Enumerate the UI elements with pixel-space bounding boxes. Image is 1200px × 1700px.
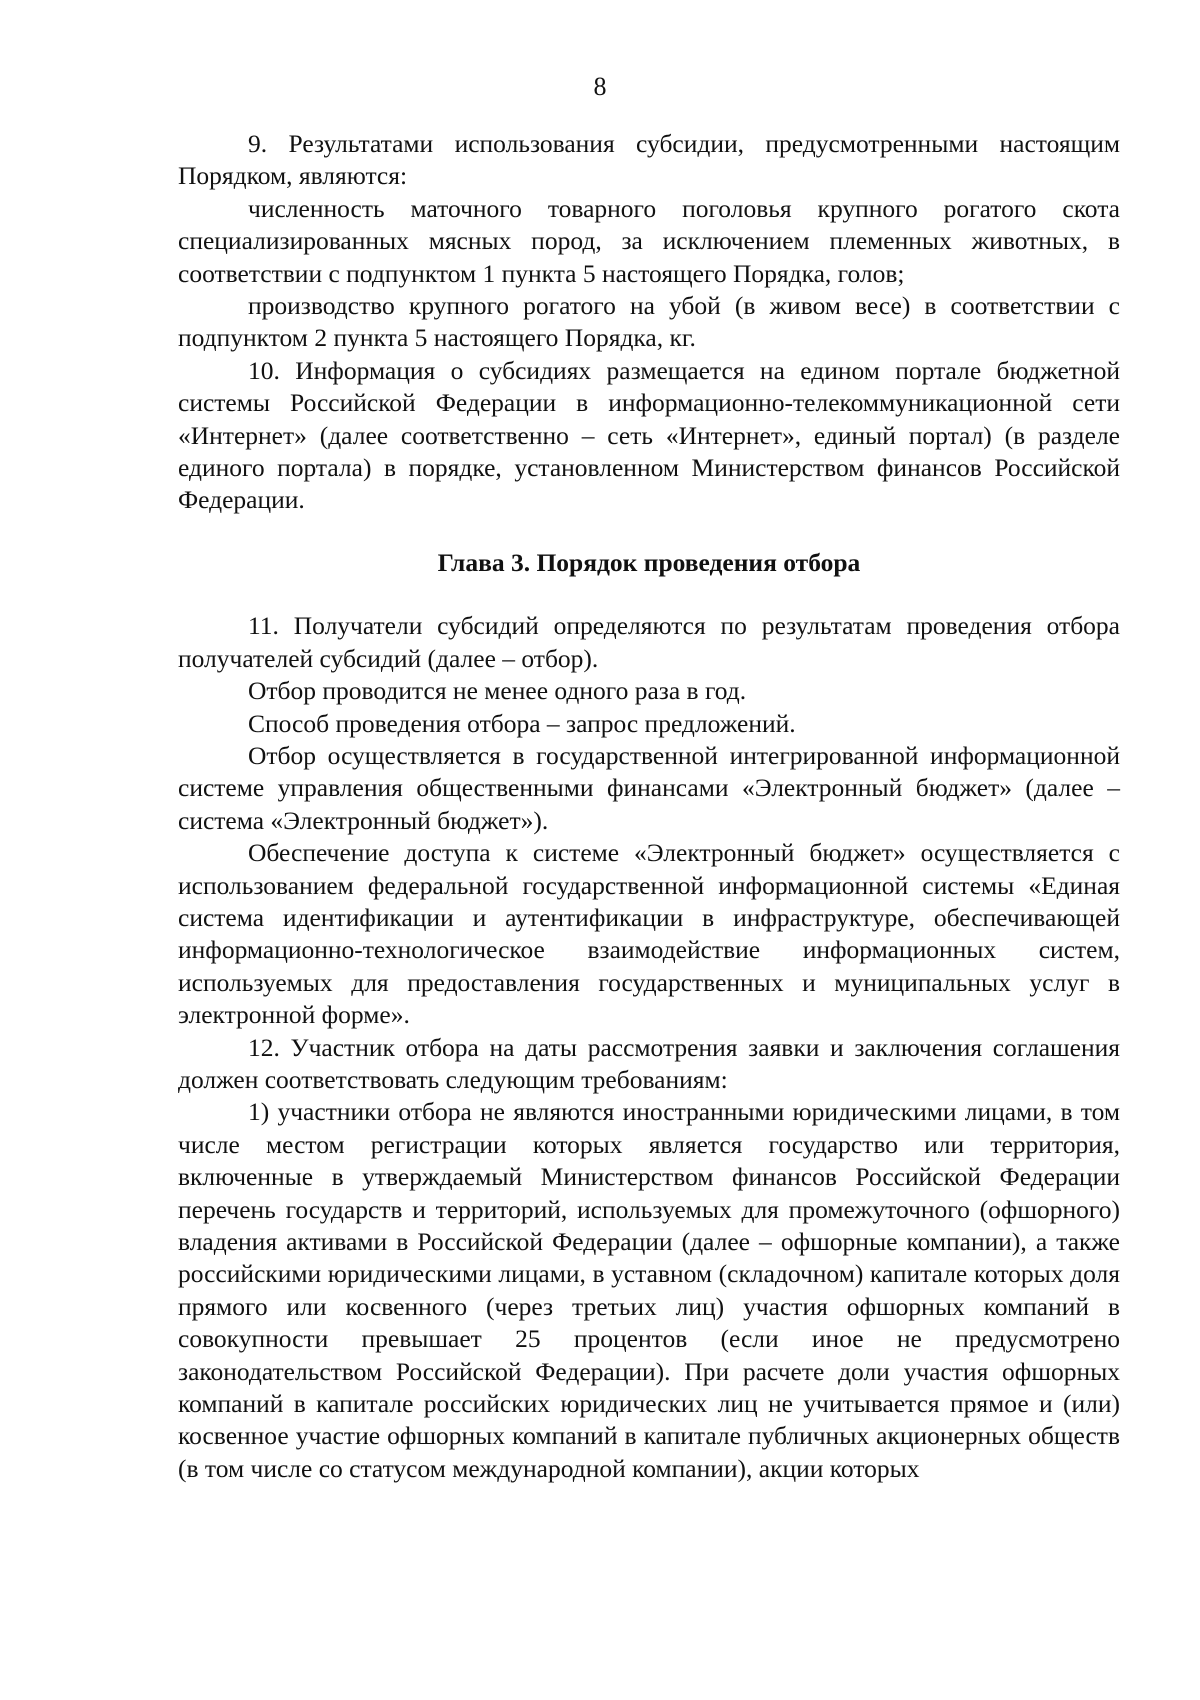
paragraph-12: 12. Участник отбора на даты рассмотрения заявки и заключения соглашения должен соответствовать следующим требованиям:: [178, 1032, 1120, 1094]
paragraph-9: 9. Результатами использования субсидии, предусмотренными настоящим Порядком, являются:: [178, 129, 1120, 191]
paragraph-9-item-1: численность маточного товарного поголовья крупного рогатого скота специализированных мясных пород, за исключением племенных животных, в соответствии с подпунктом 1 пункта 5 настоящего Порядка, голов;: [178, 193, 1120, 288]
paragraph-11-system: Отбор осуществляется в государственной интегрированной информационной системе управления общественными финансами «Электронный бюджет» (далее – система «Электронный бюджет»).: [178, 740, 1120, 835]
paragraph-11-method: Способ проведения отбора – запрос предложений.: [248, 708, 796, 738]
paragraph-9-item-2: производство крупного рогатого на убой (в живом весе) в соответствии с подпунктом 2 пункта 5 настоящего Порядка, кг.: [178, 291, 1120, 353]
paragraph-12-item-1: 1) участники отбора не являются иностранными юридическими лицами, в том числе местом регистрации которых является государство или территория, включенные в утверждаемый Министерством финансов Российской Федерации перечень государств и территорий, используемых для промежуточного (офшорного) владения активами в Российской Федерации (далее – офшорные компании), а также российскими юридическими лицами, в уставном (складочном) капитале которых доля прямого или косвенного (через третьих лиц) участия офшорных компаний в совокупности превышает 25 процентов (если иное не предусмотрено законодательством Российской Федерации). При расчете доли участия офшорных компаний в капитале российских юридических лиц не учитывается прямое и (или) косвенное участие офшорных компаний в капитале публичных акционерных обществ (в том числе со статусом международной компании), акции которых: [178, 1097, 1120, 1483]
paragraph-11: 11. Получатели субсидий определяются по результатам проведения отбора получателей субсидий (далее – отбор).: [178, 611, 1120, 673]
paragraph-10: 10. Информация о субсидиях размещается на едином портале бюджетной системы Российской Федерации в информационно-телекоммуникационной сети «Интернет» (далее соответственно – сеть «Интернет», единый портал) (в разделе единого портала) в порядке, установленном Министерством финансов Российской Федерации.: [178, 355, 1120, 515]
chapter-heading: Глава 3. Порядок проведения отбора: [437, 547, 861, 577]
paragraph-11-frequency: Отбор проводится не менее одного раза в год.: [248, 676, 747, 706]
page-number: 8: [593, 72, 607, 101]
document-body: [178, 128, 1120, 1485]
paragraph-11-access: Обеспечение доступа к системе «Электронный бюджет» осуществляется с использованием федеральной государственной информационной системы «Единая система идентификации и аутентификации в инфраструктуре, обеспечивающей информационно-технологическое взаимодействие информационных систем, используемых для предоставления государственных и муниципальных услуг в электронной форме».: [178, 838, 1120, 1030]
